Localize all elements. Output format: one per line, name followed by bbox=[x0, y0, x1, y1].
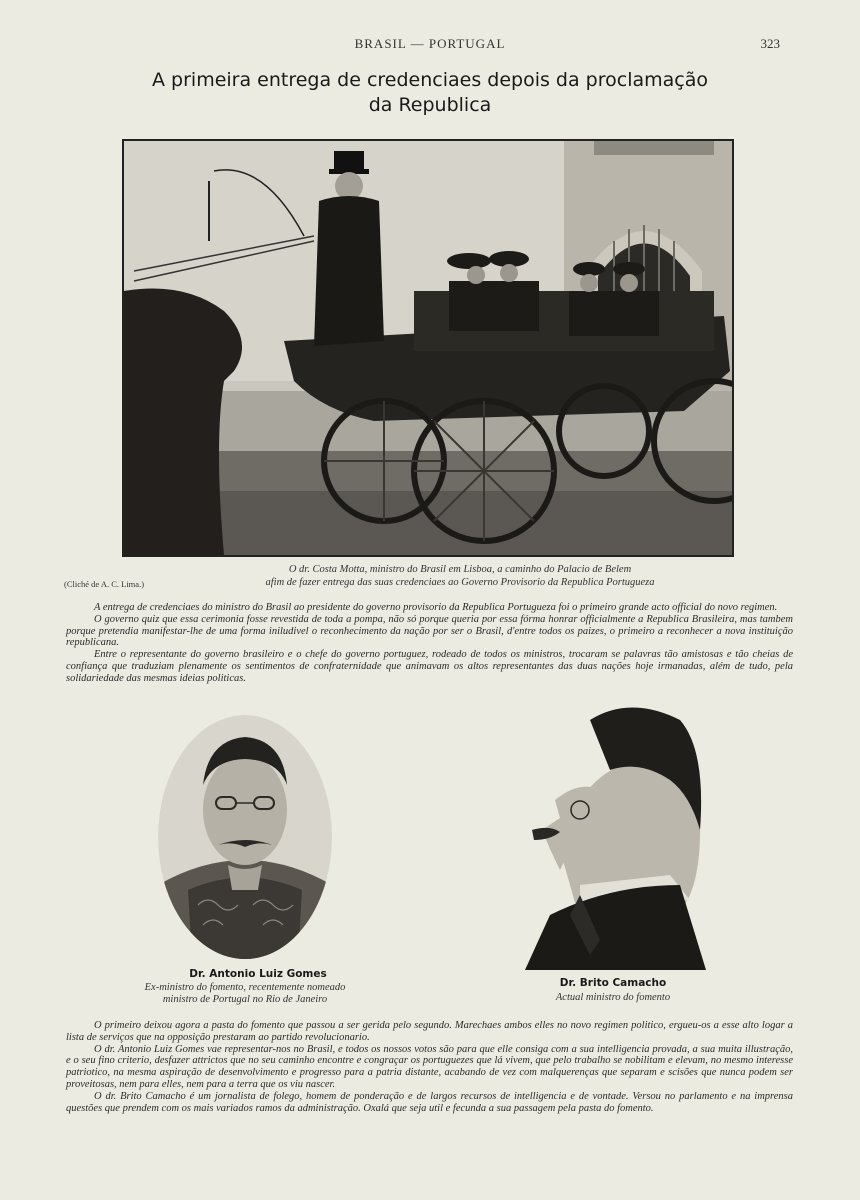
article-title bbox=[100, 68, 760, 118]
photo-caption bbox=[185, 563, 735, 589]
portrait-antonio-luiz-gomes bbox=[158, 715, 332, 959]
caption-line-2: afim de fazer entrega das suas credenciaes ao Governo Provisorio da Republica Portugueza bbox=[265, 577, 655, 588]
paragraph: O governo quiz que essa cerimonia fosse revestida de toda a pompa, não só porque queria por essa fórma honrar officialmente a Republica Brasileira, mas tambem porque pretendia manifestar-lhe de uma forma iniludivel o reconhecimento da nação por ser o Brasil, d'entre todos os paizes, o primeiro a reconhecer a nova instituição republicana. bbox=[66, 613, 793, 649]
portrait-name-right: Dr. Brito Camacho bbox=[559, 977, 667, 989]
portrait-description-left bbox=[104, 982, 386, 1006]
paragraph: Entre o representante do governo brasileiro e o chefe do governo portuguez, rodeado de todos os ministros, trocaram se palavras tão amistosas e tão cheias de confiança que traduziam plenamente os sentimentos de confraternidade que animavam os altos representantes das duas nações hoje irmanadas, além de tudo, pela solidariedade das mesmas ideias politicas. bbox=[66, 649, 793, 684]
portrait-description-right bbox=[520, 992, 706, 1004]
desc-line-1: Ex-ministro do fomento, recentemente nomeado bbox=[144, 982, 346, 993]
paragraph: A entrega de credenciaes do ministro do Brasil ao presidente do governo provisorio da Republica Portugueza foi o primeiro grande acto official do novo regimen. bbox=[94, 602, 778, 613]
portrait-brito-camacho bbox=[520, 700, 706, 970]
paragraph: O primeiro deixou agora a pasta do fomento que passou a ser gerida pelo segundo. Marechaes ambos elles no novo regimen politico, ergueu-os a esse alto logar a lista de serviços que na opposição prestaram ao partido revolucionario. bbox=[66, 1020, 793, 1043]
title-line-1: A primeira entrega de credenciaes depois da proclamação bbox=[152, 69, 708, 91]
title-line-2: da Republica bbox=[368, 94, 492, 116]
caption-line-1: O dr. Costa Motta, ministro do Brasil em Lisboa, a caminho do Palacio de Belem bbox=[288, 564, 632, 575]
photo-credit: (Cliché de A. C. Lima.) bbox=[64, 579, 145, 589]
page-number: 323 bbox=[760, 36, 780, 51]
desc-line-2: ministro de Portugal no Rio de Janeiro bbox=[162, 994, 328, 1005]
portrait-name-left: Dr. Antonio Luiz Gomes bbox=[189, 968, 327, 980]
article-body-bottom bbox=[66, 1020, 793, 1114]
running-head: BRASIL — PORTUGAL bbox=[354, 36, 506, 51]
paragraph: O dr. Brito Camacho é um jornalista de folego, homem de ponderação e de largos recursos de intelligencia e de vontade. Versou no parlamento e na imprensa questões que prendem com os mais variados ramos da administração. Oxalá que seja util e fecunda a sua passagem pela pasta do fomento. bbox=[66, 1090, 793, 1114]
carriage-photograph bbox=[122, 139, 734, 557]
desc-line-1: Actual ministro do fomento bbox=[555, 992, 671, 1003]
article-body-top bbox=[66, 602, 793, 685]
paragraph: O dr. Antonio Luiz Gomes vae representar-nos no Brasil, e todos os nossos votos são para que elle consiga com a sua intelligencia provada, a sua muita illustração, e o seu fino criterio, desfazer attrictos que no seu caminho encontre e congraçar os portuguezes que lá vivem, que pelo trabalho se nobilitam e elevam, no mesmo interesse patriotico, na mesma aspiração de desenvolvimento e progresso para a patria distante, acabando de vez com malquerenças que separam e scisões que nunca podem ser proveitosas, nem para elles, nem para a terra que os viu nascer. bbox=[66, 1043, 793, 1090]
